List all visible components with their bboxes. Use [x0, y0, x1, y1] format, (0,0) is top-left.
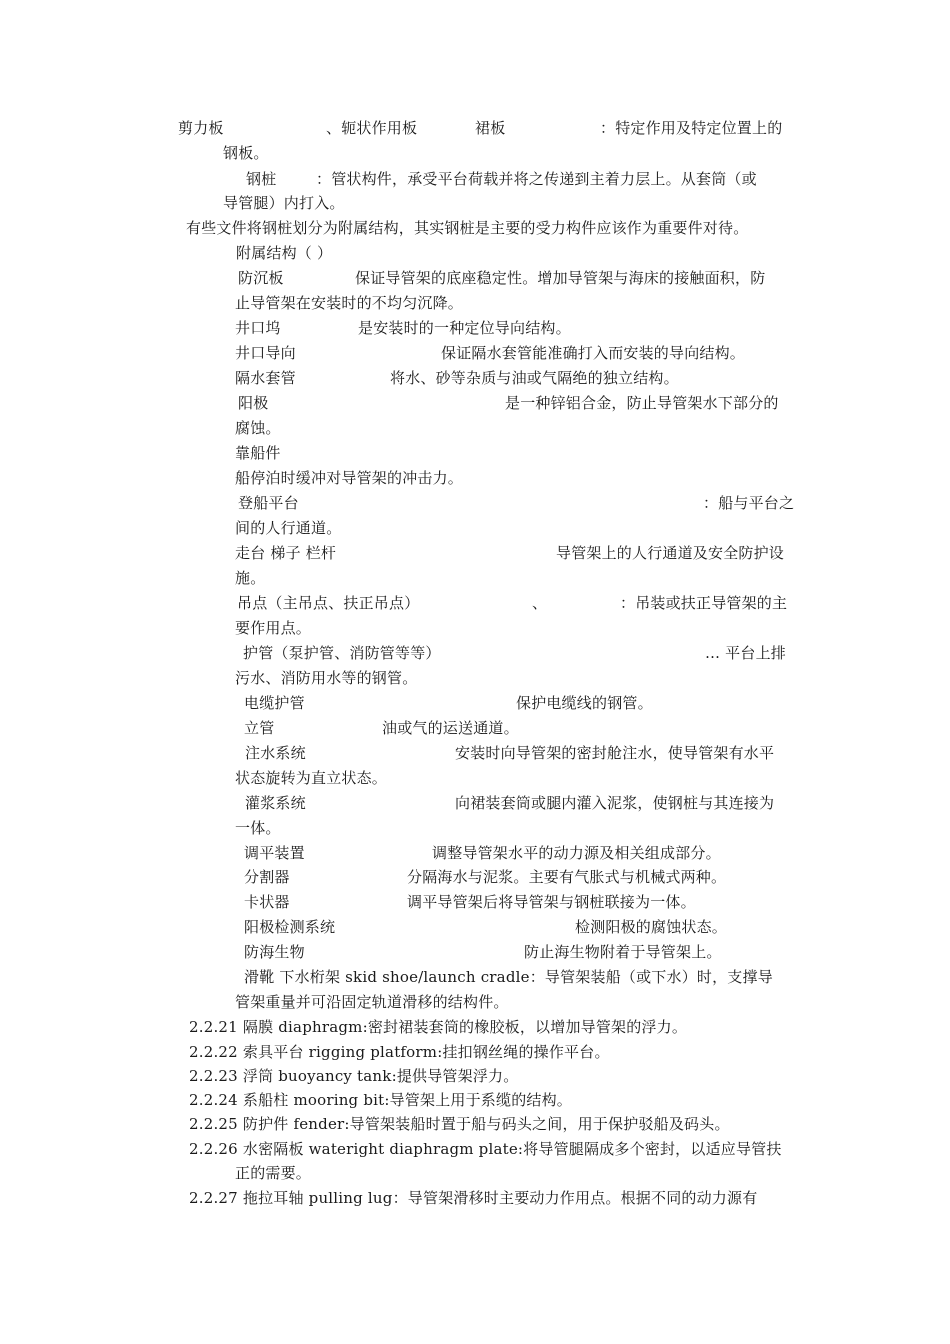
antifouling-definition: 防止海生物附着于导管架上。	[524, 943, 722, 961]
mudmat-definition: 保证导管架的底座稳定性。增加导管架与海床的接触面积，防	[355, 269, 766, 287]
numbered-item-2-2-25: 2.2.25 防护件 fender:导管架装船时置于船与码头之间，用于保护驳船及码头。	[189, 1115, 730, 1133]
flooding-system-definition: 安装时向导管架的密封舱注水，使导管架有水平	[455, 744, 775, 762]
yoke-plate-term: 、轭状作用板	[326, 119, 418, 137]
boarding-platform-continuation: 间的人行通道。	[235, 519, 342, 537]
caissons-term: 护管（泵护管、消防管等等）	[243, 644, 441, 662]
boarding-platform-term: 登船平台	[238, 494, 299, 512]
walkway-definition: 导管架上的人行通道及安全防护设	[556, 544, 785, 562]
anode-continuation: 腐蚀。	[235, 419, 281, 437]
conductor-definition: 将水、砂等杂质与油或气隔绝的独立结构。	[390, 369, 679, 387]
gripper-definition: 调平导管架后将导管架与钢桩联接为一体。	[407, 893, 696, 911]
steel-pile-term: 钢桩	[246, 170, 277, 188]
lift-points-definition: ：吊装或扶正导管架的主	[620, 594, 788, 612]
caissons-continuation: 污水、消防用水等的钢管。	[235, 669, 418, 687]
lift-points-continuation: 要作用点。	[235, 619, 312, 637]
packer-definition: 分隔海水与泥浆。主要有气胀式与机械式两种。	[407, 868, 727, 886]
numbered-item-2-2-21: 2.2.21 隔膜 diaphragm:密封裙装套筒的橡胶板，以增加导管架的浮力。	[189, 1018, 688, 1036]
numbered-item-2-2-22: 2.2.22 索具平台 rigging platform:挂扣钢丝绳的操作平台。	[189, 1043, 610, 1061]
shear-plate-definition: ：特定作用及特定位置上的	[600, 119, 783, 137]
numbered-item-2-2-24: 2.2.24 系船柱 mooring bit:导管架上用于系缆的结构。	[189, 1091, 573, 1109]
walkway-term: 走台 梯子 栏杆	[235, 544, 337, 562]
numbered-item-2-2-26-continuation: 正的需要。	[235, 1164, 312, 1182]
leveling-device-term: 调平装置	[244, 844, 305, 862]
mudmat-term: 防沉板	[238, 269, 284, 287]
anode-definition: 是一种锌铝合金，防止导管架水下部分的	[505, 394, 779, 412]
section-heading: 附属结构（ ）	[236, 244, 333, 262]
grouting-system-term: 灌浆系统	[245, 794, 306, 812]
packer-term: 分割器	[244, 868, 290, 886]
gripper-term: 卡状器	[244, 893, 290, 911]
numbered-item-2-2-23: 2.2.23 浮筒 buoyancy tank:提供导管架浮力。	[189, 1067, 519, 1085]
grouting-system-continuation: 一体。	[235, 819, 281, 837]
steel-pile-definition: ：管状构件，承受平台荷载并将之传递到主着力层上。从套筒（或	[316, 170, 757, 188]
well-slot-definition: 是安装时的一种定位导向结构。	[358, 319, 571, 337]
well-slot-term: 井口坞	[235, 319, 281, 337]
steel-pile-continuation: 导管腿）内打入。	[223, 194, 345, 212]
boat-landing-continuation: 船停泊时缓冲对导管架的冲击力。	[235, 469, 464, 487]
conductor-guide-term: 井口导向	[235, 344, 296, 362]
boat-landing-term: 靠船件	[235, 444, 281, 462]
cable-guard-definition: 保护电缆线的钢管。	[516, 694, 653, 712]
numbered-item-2-2-26: 2.2.26 水密隔板 wateright diaphragm plate:将导管腿隔成多个密封，以适应导管扶	[189, 1140, 782, 1158]
lift-points-separator: 、	[532, 594, 548, 612]
flooding-system-term: 注水系统	[245, 744, 306, 762]
cp-monitoring-definition: 检测阳极的腐蚀状态。	[575, 918, 728, 936]
conductor-term: 隔水套管	[235, 369, 296, 387]
riser-term: 立管	[244, 719, 275, 737]
shear-plate-continuation: 钢板。	[223, 144, 269, 162]
mudmat-continuation: 止导管架在安装时的不均匀沉降。	[235, 294, 464, 312]
skid-shoe-continuation: 管架重量并可沿固定轨道滑移的结构件。	[235, 993, 509, 1011]
lift-points-term: 吊点（主吊点、扶正吊点）	[237, 594, 420, 612]
flooding-system-continuation: 状态旋转为直立状态。	[235, 769, 388, 787]
antifouling-term: 防海生物	[244, 943, 305, 961]
cp-monitoring-term: 阳极检测系统	[244, 918, 336, 936]
conductor-guide-definition: 保证隔水套管能准确打入而安装的导向结构。	[441, 344, 746, 362]
caissons-definition: … 平台上排	[705, 644, 786, 662]
walkway-continuation: 施。	[235, 569, 266, 587]
cable-guard-term: 电缆护管	[244, 694, 305, 712]
boarding-platform-definition: ：船与平台之	[703, 494, 795, 512]
pile-note: 有些文件将钢桩划分为附属结构，其实钢桩是主要的受力构件应该作为重要件对待。	[186, 219, 749, 237]
leveling-device-definition: 调整导管架水平的动力源及相关组成部分。	[432, 844, 721, 862]
shear-plate-term: 剪力板	[178, 119, 224, 137]
skirt-plate-term: 裙板	[475, 119, 506, 137]
skid-shoe-text: 滑靴 下水桁架 skid shoe/launch cradle：导管架装船（或下水）时，支撑导	[244, 968, 773, 986]
riser-definition: 油或气的运送通道。	[382, 719, 519, 737]
numbered-item-2-2-27: 2.2.27 拖拉耳轴 pulling lug：导管架滑移时主要动力作用点。根据不同的动力源有	[189, 1189, 758, 1207]
grouting-system-definition: 向裙装套筒或腿内灌入泥浆，使钢桩与其连接为	[455, 794, 775, 812]
anode-term: 阳极	[238, 394, 269, 412]
